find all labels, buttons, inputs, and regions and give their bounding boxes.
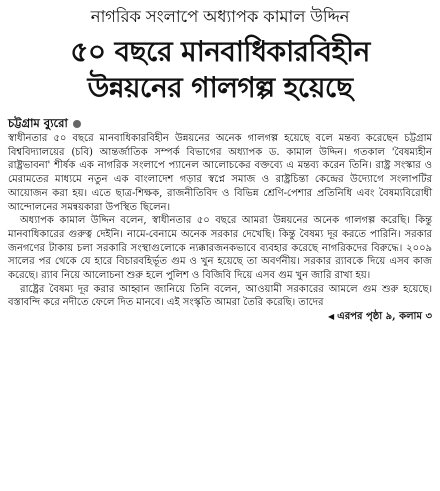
- headline-line-2: উন্নয়নের গালগল্প হয়েছে: [87, 71, 353, 104]
- body-paragraph-1: স্বাধীনতার ৫০ বছরে মানবাধিকারবিহীন উন্নয়নের অনেক গালগল্প হয়েছে বলে মন্তব্য করেছেন চট্টগ্রাম বিশ্ববিদ্যালয়ের (চবি) আন্তর্জাতিক সম্পর্ক বিভাগের অধ্যাপক ড. কামাল উদ্দিন। গতকাল 'বৈষম্যহীন রাষ্ট্রভাবনা' শীর্ষক এক নাগরিক সংলাপে প্যানেল আলোচকের বক্তব্যে এ মন্তব্য করেন তিনি। রাষ্ট্র সংস্কার ও মেরামতের মাধ্যমে নতুন এক বাংলাদেশ গড়ার স্বপ্নে সমাজ ও রাষ্ট্রচিন্তা কেন্দ্রের উদ্যোগে সংলাপটির আয়োজন করা হয়। এতে ছাত্র-শিক্ষক, রাজনীতিবিদ ও বিভিন্ন শ্রেণি-পেশার প্রতিনিধি এবং বৈষম্যবিরোধী আন্দোলনের সমন্বয়কারা উপস্থিত ছিলেন।: [8, 133, 432, 213]
- byline-text: চট্টগ্রাম ব্যুরো: [8, 116, 68, 130]
- kicker-headline: নাগরিক সংলাপে অধ্যাপক কামাল উদ্দিন: [90, 7, 350, 26]
- headline-line-1: ৫০ বছরে মানবাধিকারবিহীন: [70, 35, 370, 68]
- main-headline: [8, 34, 432, 106]
- continuation-text: এরপর পৃষ্ঠা ৯, কলাম ৩: [337, 311, 432, 323]
- byline: [8, 116, 432, 131]
- triangle-icon: ◀: [327, 311, 335, 322]
- body-paragraph-3: রাষ্ট্রের বৈষম্য দূর করার আহ্বান জানিয়ে তিনি বলেন, আওয়ামী সরকারের আমলে গুম শুরু হয়েছে। বস্তাবন্দি করে নদীতে ফেলে দিত মানবে। এই সংস্কৃতি আমরা তৈরি করেছি। তাদের: [8, 283, 432, 309]
- article-body: [8, 132, 432, 310]
- continuation-note: [8, 310, 432, 323]
- bullet-dot-icon: [73, 120, 81, 128]
- body-paragraph-2: অধ্যাপক কামাল উদ্দিন বলেন, স্বাধীনতার ৫০ বছরে আমরা উন্নয়নের অনেক গালগল্প করেছি। কিন্তু মানবাধিকারের গুরুত্ব দেইনি। নামে-বেনামে অনেক সরকার দেখেছি। কিন্তু বৈষম্য দূর করতে পারিনি। সরকার জনগণের টাকায় চলা সরকারি সংস্থাগুলোকে ন্যক্কারজনকভাবে ব্যবহার করেছে নাগরিকদের বিরুদ্ধে। ২০০৯ সালের পর থেকে যে হারে বিচারবহির্ভূত গুম ও খুন হয়েছে তা অবর্ণনীয়। সরকার র‍্যাবকে দিয়ে এসব কাজ করেছে। র‍্যাব নিয়ে আলোচনা শুরু হলে পুলিশ ও বিজিবি দিয়ে এসব গুম খুন জারি রাখা হয়।: [8, 215, 432, 282]
